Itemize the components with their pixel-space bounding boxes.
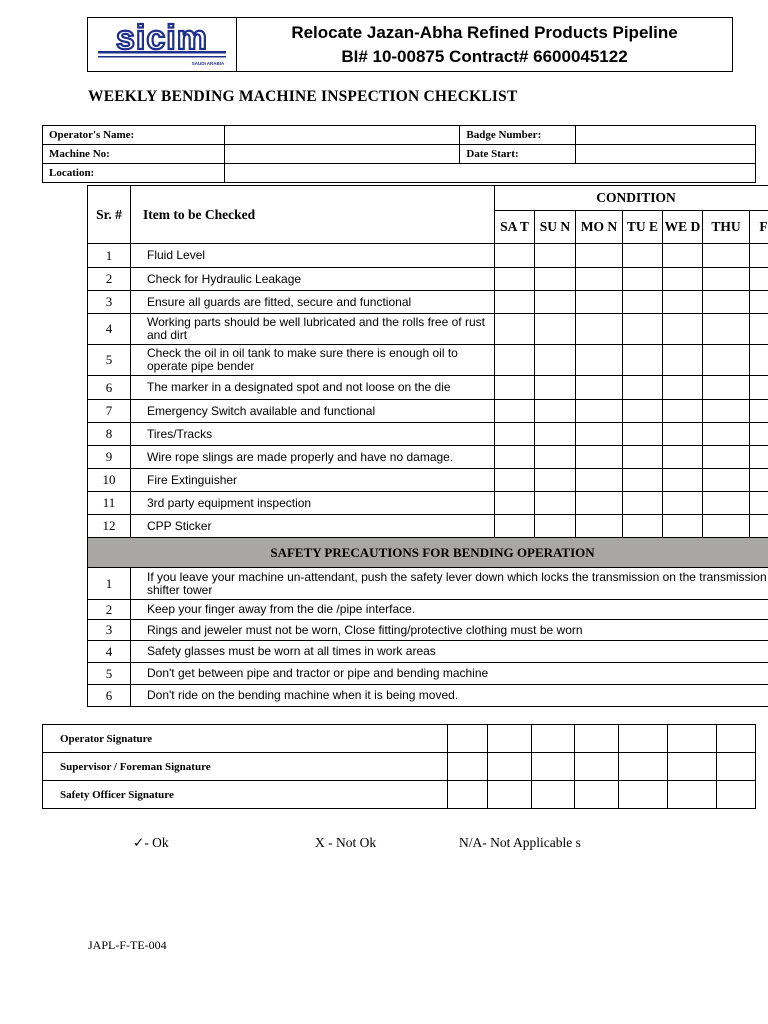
sr-number: 5 bbox=[88, 345, 131, 376]
condition-cell[interactable] bbox=[703, 492, 750, 515]
operator-name-label: Operator's Name: bbox=[43, 126, 225, 145]
checklist-row bbox=[88, 376, 768, 400]
condition-cell[interactable] bbox=[535, 515, 576, 538]
condition-cell[interactable] bbox=[535, 376, 576, 400]
signature-cell[interactable] bbox=[532, 781, 575, 809]
safety-officer-signature-label: Safety Officer Signature bbox=[43, 781, 448, 809]
signature-cell[interactable] bbox=[532, 753, 575, 781]
condition-header: CONDITION bbox=[495, 186, 768, 211]
condition-cell[interactable] bbox=[535, 345, 576, 376]
signature-cell[interactable] bbox=[447, 781, 488, 809]
sr-number: 1 bbox=[88, 568, 131, 600]
condition-cell[interactable] bbox=[703, 423, 750, 446]
signature-cell[interactable] bbox=[488, 725, 532, 753]
condition-cell[interactable] bbox=[576, 446, 623, 469]
item-text: CPP Sticker bbox=[131, 515, 495, 538]
machine-no-field[interactable] bbox=[224, 145, 460, 164]
condition-cell[interactable] bbox=[703, 345, 750, 376]
machine-no-label: Machine No: bbox=[43, 145, 225, 164]
item-text: Check the oil in oil tank to make sure there is enough oil to operate pipe bender bbox=[131, 345, 495, 376]
condition-cell[interactable] bbox=[750, 400, 768, 423]
condition-cell[interactable] bbox=[495, 376, 535, 400]
project-title bbox=[237, 18, 732, 74]
condition-cell[interactable] bbox=[663, 345, 703, 376]
form-code: JAPL-F-TE-004 bbox=[88, 938, 167, 952]
signature-cell[interactable] bbox=[447, 753, 488, 781]
checklist-row bbox=[88, 492, 768, 515]
sr-number: 1 bbox=[88, 244, 131, 268]
condition-cell[interactable] bbox=[576, 469, 623, 492]
item-text: Fluid Level bbox=[131, 244, 495, 268]
sr-number: 11 bbox=[88, 492, 131, 515]
date-start-field[interactable] bbox=[576, 145, 756, 164]
condition-cell[interactable] bbox=[535, 446, 576, 469]
condition-cell[interactable] bbox=[535, 469, 576, 492]
item-text: The marker in a designated spot and not loose on the die bbox=[131, 376, 495, 400]
signature-cell[interactable] bbox=[575, 753, 619, 781]
item-text: Keep your finger away from the die /pipe interface. bbox=[131, 600, 768, 620]
signature-row bbox=[43, 781, 756, 809]
condition-cell[interactable] bbox=[663, 314, 703, 345]
day-header: THU bbox=[703, 211, 750, 244]
condition-cell[interactable] bbox=[535, 492, 576, 515]
condition-cell[interactable] bbox=[703, 469, 750, 492]
checklist-row bbox=[88, 446, 768, 469]
condition-cell[interactable] bbox=[750, 244, 768, 268]
condition-cell[interactable] bbox=[663, 469, 703, 492]
checkmark-icon: ✓ bbox=[133, 835, 145, 850]
signature-cell[interactable] bbox=[668, 725, 717, 753]
sr-number: 12 bbox=[88, 515, 131, 538]
condition-cell[interactable] bbox=[576, 376, 623, 400]
signature-row bbox=[43, 725, 756, 753]
item-header: Item to be Checked bbox=[131, 186, 495, 244]
condition-cell[interactable] bbox=[576, 291, 623, 314]
item-text: Rings and jeweler must not be worn, Close fitting/protective clothing must be worn bbox=[131, 620, 768, 641]
signature-cell[interactable] bbox=[717, 781, 756, 809]
checklist-row bbox=[88, 244, 768, 268]
signature-cell[interactable] bbox=[619, 753, 668, 781]
item-text: Wire rope slings are made properly and have no damage. bbox=[131, 446, 495, 469]
signature-cell[interactable] bbox=[575, 725, 619, 753]
sr-number: 7 bbox=[88, 400, 131, 423]
item-text: Safety glasses must be worn at all times in work areas bbox=[131, 641, 768, 663]
svg-text:SAUDI ARABIA: SAUDI ARABIA bbox=[191, 61, 225, 66]
operator-signature-label: Operator Signature bbox=[43, 725, 448, 753]
condition-cell[interactable] bbox=[495, 345, 535, 376]
date-start-label: Date Start: bbox=[460, 145, 576, 164]
item-text: 3rd party equipment inspection bbox=[131, 492, 495, 515]
condition-cell[interactable] bbox=[750, 376, 768, 400]
condition-cell[interactable] bbox=[750, 314, 768, 345]
condition-cell[interactable] bbox=[703, 314, 750, 345]
signature-cell[interactable] bbox=[575, 781, 619, 809]
checklist-row bbox=[88, 314, 768, 345]
legend-ok: ✓- Ok bbox=[133, 835, 169, 850]
condition-cell[interactable] bbox=[576, 423, 623, 446]
condition-cell[interactable] bbox=[495, 492, 535, 515]
safety-row bbox=[88, 620, 768, 641]
condition-cell[interactable] bbox=[663, 376, 703, 400]
item-text: Fire Extinguisher bbox=[131, 469, 495, 492]
condition-cell[interactable] bbox=[535, 314, 576, 345]
company-logo bbox=[88, 18, 237, 71]
info-table bbox=[42, 125, 756, 183]
sr-header: Sr. # bbox=[88, 186, 131, 244]
safety-row bbox=[88, 685, 768, 707]
signature-cell[interactable] bbox=[532, 725, 575, 753]
signature-cell[interactable] bbox=[447, 725, 488, 753]
checklist-row bbox=[88, 400, 768, 423]
condition-cell[interactable] bbox=[576, 492, 623, 515]
condition-cell[interactable] bbox=[535, 291, 576, 314]
condition-cell[interactable] bbox=[663, 244, 703, 268]
checklist-title: WEEKLY BENDING MACHINE INSPECTION CHECKLIST bbox=[88, 88, 518, 105]
operator-name-field[interactable] bbox=[224, 126, 460, 145]
condition-cell[interactable] bbox=[623, 423, 663, 446]
signature-cell[interactable] bbox=[668, 753, 717, 781]
condition-cell[interactable] bbox=[495, 291, 535, 314]
safety-row bbox=[88, 641, 768, 663]
checklist-row bbox=[88, 345, 768, 376]
sr-number: 2 bbox=[88, 600, 131, 620]
condition-cell[interactable] bbox=[750, 492, 768, 515]
condition-cell[interactable] bbox=[623, 376, 663, 400]
day-header: SA T bbox=[495, 211, 535, 244]
condition-cell[interactable] bbox=[576, 400, 623, 423]
condition-cell[interactable] bbox=[495, 469, 535, 492]
condition-cell[interactable] bbox=[623, 515, 663, 538]
condition-cell[interactable] bbox=[576, 244, 623, 268]
sr-number: 3 bbox=[88, 291, 131, 314]
condition-cell[interactable] bbox=[703, 244, 750, 268]
checklist-row bbox=[88, 469, 768, 492]
checklist-row bbox=[88, 291, 768, 314]
safety-precautions-header: SAFETY PRECAUTIONS FOR BENDING OPERATION bbox=[88, 538, 768, 568]
sr-number: 3 bbox=[88, 620, 131, 641]
legend-not-ok: X - Not Ok bbox=[315, 835, 377, 850]
safety-row bbox=[88, 600, 768, 620]
signature-row bbox=[43, 753, 756, 781]
condition-cell[interactable] bbox=[623, 446, 663, 469]
sr-number: 6 bbox=[88, 376, 131, 400]
checklist-row bbox=[88, 268, 768, 291]
condition-cell[interactable] bbox=[495, 446, 535, 469]
checklist-row bbox=[88, 423, 768, 446]
condition-cell[interactable] bbox=[535, 268, 576, 291]
condition-cell[interactable] bbox=[663, 492, 703, 515]
day-header: F bbox=[750, 211, 768, 244]
item-text: Emergency Switch available and functional bbox=[131, 400, 495, 423]
condition-cell[interactable] bbox=[535, 244, 576, 268]
project-title-line1: Relocate Jazan-Abha Refined Products Pipeline bbox=[291, 23, 678, 42]
day-header: WE D bbox=[663, 211, 703, 244]
location-label: Location: bbox=[43, 164, 225, 183]
condition-cell[interactable] bbox=[663, 446, 703, 469]
safety-row bbox=[88, 663, 768, 685]
condition-cell[interactable] bbox=[495, 244, 535, 268]
badge-number-label: Badge Number: bbox=[460, 126, 576, 145]
item-text: Check for Hydraulic Leakage bbox=[131, 268, 495, 291]
sr-number: 4 bbox=[88, 641, 131, 663]
day-header: MO N bbox=[576, 211, 623, 244]
condition-cell[interactable] bbox=[623, 268, 663, 291]
condition-cell[interactable] bbox=[750, 423, 768, 446]
condition-cell[interactable] bbox=[663, 515, 703, 538]
condition-cell[interactable] bbox=[623, 345, 663, 376]
condition-cell[interactable] bbox=[750, 291, 768, 314]
condition-cell[interactable] bbox=[576, 345, 623, 376]
condition-cell[interactable] bbox=[703, 376, 750, 400]
condition-cell[interactable] bbox=[750, 469, 768, 492]
day-header: TU E bbox=[623, 211, 663, 244]
signature-cell[interactable] bbox=[488, 781, 532, 809]
item-text: If you leave your machine un-attendant, push the safety lever down which locks the transmission on the transmission shifter tower bbox=[131, 568, 768, 600]
condition-cell[interactable] bbox=[703, 446, 750, 469]
sr-number: 6 bbox=[88, 685, 131, 707]
checklist-table bbox=[87, 185, 768, 707]
condition-cell[interactable] bbox=[663, 268, 703, 291]
item-text: Working parts should be well lubricated and the rolls free of rust and dirt bbox=[131, 314, 495, 345]
condition-cell[interactable] bbox=[535, 423, 576, 446]
condition-cell[interactable] bbox=[576, 515, 623, 538]
condition-cell[interactable] bbox=[750, 268, 768, 291]
condition-cell[interactable] bbox=[703, 291, 750, 314]
badge-number-field[interactable] bbox=[576, 126, 756, 145]
legend-na: N/A- Not Applicable s bbox=[459, 835, 581, 850]
condition-cell[interactable] bbox=[576, 268, 623, 291]
item-text: Don't get between pipe and tractor or pipe and bending machine bbox=[131, 663, 768, 685]
sr-number: 2 bbox=[88, 268, 131, 291]
item-text: Tires/Tracks bbox=[131, 423, 495, 446]
item-text: Ensure all guards are fitted, secure and functional bbox=[131, 291, 495, 314]
condition-cell[interactable] bbox=[750, 446, 768, 469]
condition-cell[interactable] bbox=[623, 314, 663, 345]
condition-cell[interactable] bbox=[703, 515, 750, 538]
condition-cell[interactable] bbox=[535, 400, 576, 423]
safety-row bbox=[88, 568, 768, 600]
condition-cell[interactable] bbox=[495, 314, 535, 345]
day-header: SU N bbox=[535, 211, 576, 244]
signature-cell[interactable] bbox=[619, 725, 668, 753]
condition-cell[interactable] bbox=[623, 291, 663, 314]
condition-cell[interactable] bbox=[663, 423, 703, 446]
signature-cell[interactable] bbox=[717, 753, 756, 781]
sr-number: 10 bbox=[88, 469, 131, 492]
signature-cell[interactable] bbox=[717, 725, 756, 753]
condition-cell[interactable] bbox=[663, 400, 703, 423]
document-header bbox=[87, 17, 733, 72]
condition-cell[interactable] bbox=[495, 268, 535, 291]
sr-number: 9 bbox=[88, 446, 131, 469]
svg-text:sicim: sicim bbox=[116, 19, 208, 57]
condition-cell[interactable] bbox=[623, 400, 663, 423]
project-title-line2: BI# 10-00875 Contract# 6600045122 bbox=[341, 47, 628, 66]
location-field[interactable] bbox=[224, 164, 755, 183]
condition-cell[interactable] bbox=[495, 515, 535, 538]
condition-cell[interactable] bbox=[623, 244, 663, 268]
condition-cell[interactable] bbox=[750, 345, 768, 376]
item-text: Don't ride on the bending machine when it is being moved. bbox=[131, 685, 768, 707]
signature-cell[interactable] bbox=[668, 781, 717, 809]
condition-cell[interactable] bbox=[663, 291, 703, 314]
signature-cell[interactable] bbox=[619, 781, 668, 809]
condition-cell[interactable] bbox=[703, 268, 750, 291]
condition-cell[interactable] bbox=[750, 515, 768, 538]
condition-cell[interactable] bbox=[495, 423, 535, 446]
supervisor-signature-label: Supervisor / Foreman Signature bbox=[43, 753, 448, 781]
signature-table bbox=[42, 724, 756, 809]
condition-cell[interactable] bbox=[495, 400, 535, 423]
sr-number: 8 bbox=[88, 423, 131, 446]
condition-cell[interactable] bbox=[623, 469, 663, 492]
checklist-row bbox=[88, 515, 768, 538]
condition-cell[interactable] bbox=[576, 314, 623, 345]
condition-cell[interactable] bbox=[703, 400, 750, 423]
sr-number: 5 bbox=[88, 663, 131, 685]
signature-cell[interactable] bbox=[488, 753, 532, 781]
condition-cell[interactable] bbox=[623, 492, 663, 515]
sr-number: 4 bbox=[88, 314, 131, 345]
